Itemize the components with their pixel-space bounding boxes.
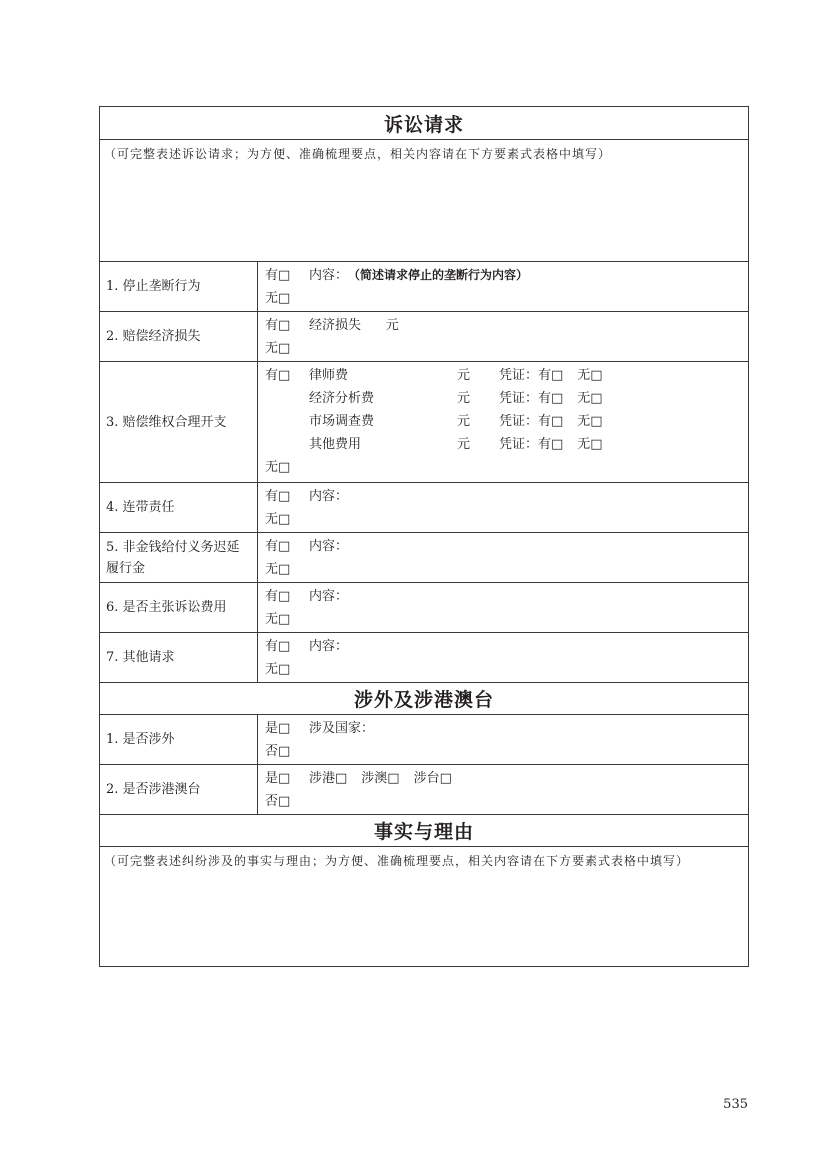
claim-row-delay-fee xyxy=(100,532,748,582)
country-field[interactable]: 涉及国家： xyxy=(309,721,375,736)
section-title-claims: 诉讼请求 xyxy=(383,113,464,136)
yes-checkbox[interactable]: 有□ xyxy=(265,489,291,504)
claim-label: 4. 连带责任 xyxy=(100,483,258,532)
fou-checkbox[interactable]: 否□ xyxy=(265,744,291,759)
shi-checkbox[interactable]: 是□ xyxy=(265,721,291,736)
voucher-yes-checkbox[interactable]: 凭证：有□ xyxy=(499,368,564,383)
voucher-no-checkbox[interactable]: 无□ xyxy=(577,368,603,383)
claim-label: 7. 其他请求 xyxy=(100,633,258,682)
no-checkbox[interactable]: 无□ xyxy=(265,662,291,677)
section-title-facts: 事实与理由 xyxy=(373,821,474,843)
claim-content xyxy=(258,362,748,482)
content-label: 内容： xyxy=(309,589,349,604)
claim-row-economic-loss xyxy=(100,311,748,361)
claims-free-text-area[interactable] xyxy=(100,139,748,261)
yes-checkbox[interactable]: 有□ xyxy=(265,589,291,604)
claim-content xyxy=(258,583,748,632)
claim-content xyxy=(258,633,748,682)
section-header-facts xyxy=(100,814,748,846)
claim-row-stop-monopoly xyxy=(100,261,748,311)
yes-checkbox[interactable]: 有□ xyxy=(265,539,291,554)
voucher-yes-checkbox[interactable]: 凭证：有□ xyxy=(499,437,564,452)
claim-hint: （简述请求停止的垄断行为内容） xyxy=(348,268,529,282)
claim-label: 3. 赔偿维权合理开支 xyxy=(100,362,258,482)
claim-row-other xyxy=(100,632,748,682)
shi-checkbox[interactable]: 是□ xyxy=(265,771,291,786)
expense-unit: 元 xyxy=(457,437,471,452)
yes-checkbox[interactable]: 有□ xyxy=(265,268,291,283)
no-checkbox[interactable]: 无□ xyxy=(265,341,291,356)
section-header-foreign xyxy=(100,682,748,714)
no-checkbox[interactable]: 无□ xyxy=(265,291,291,306)
content-label: 内容： xyxy=(309,539,349,554)
claim-content xyxy=(258,312,748,361)
claim-label: 5. 非金钱给付义务迟延履行金 xyxy=(100,533,258,582)
claim-label: 1. 停止垄断行为 xyxy=(100,262,258,311)
foreign-label: 2. 是否涉港澳台 xyxy=(100,765,258,814)
claim-row-expenses xyxy=(100,361,748,482)
expense-unit: 元 xyxy=(457,414,471,429)
foreign-label: 1. 是否涉外 xyxy=(100,715,258,764)
facts-free-text-area[interactable] xyxy=(100,846,748,966)
voucher-no-checkbox[interactable]: 无□ xyxy=(577,391,603,406)
fou-checkbox[interactable]: 否□ xyxy=(265,794,291,809)
facts-note: （可完整表述纠纷涉及的事实与理由；为方便、准确梳理要点，相关内容请在下方要素式表格中填写） xyxy=(104,854,690,868)
voucher-yes-checkbox[interactable]: 凭证：有□ xyxy=(499,391,564,406)
expense-name: 经济分析费 xyxy=(309,391,375,406)
complaint-form xyxy=(99,106,749,967)
content-label: 内容： xyxy=(309,639,349,654)
yes-checkbox[interactable]: 有□ xyxy=(265,639,291,654)
claim-row-litigation-costs xyxy=(100,582,748,632)
foreign-row-hk-mo-tw xyxy=(100,764,748,814)
voucher-yes-checkbox[interactable]: 凭证：有□ xyxy=(499,414,564,429)
page-number: 535 xyxy=(723,1097,748,1112)
foreign-content xyxy=(258,715,748,764)
economic-loss-field[interactable]: 经济损失 元 xyxy=(309,318,399,333)
section-title-foreign: 涉外及涉港澳台 xyxy=(353,689,494,711)
content-label: 内容： xyxy=(309,268,349,283)
tw-checkbox[interactable]: 涉台□ xyxy=(413,771,452,786)
mo-checkbox[interactable]: 涉澳□ xyxy=(361,771,400,786)
yes-checkbox[interactable]: 有□ xyxy=(265,368,291,383)
expense-name: 律师费 xyxy=(309,368,349,383)
yes-checkbox[interactable]: 有□ xyxy=(265,318,291,333)
foreign-content xyxy=(258,765,748,814)
claim-label: 6. 是否主张诉讼费用 xyxy=(100,583,258,632)
expense-unit: 元 xyxy=(457,391,471,406)
voucher-no-checkbox[interactable]: 无□ xyxy=(577,414,603,429)
claim-content xyxy=(258,262,748,311)
claim-content xyxy=(258,483,748,532)
expense-name: 市场调查费 xyxy=(309,414,375,429)
content-label: 内容： xyxy=(309,489,349,504)
no-checkbox[interactable]: 无□ xyxy=(265,512,291,527)
no-checkbox[interactable]: 无□ xyxy=(265,612,291,627)
hk-checkbox[interactable]: 涉港□ xyxy=(309,771,348,786)
claim-row-joint-liability xyxy=(100,482,748,532)
no-checkbox[interactable]: 无□ xyxy=(265,460,291,475)
no-checkbox[interactable]: 无□ xyxy=(265,562,291,577)
section-header-claims xyxy=(100,107,748,139)
expense-unit: 元 xyxy=(457,368,471,383)
claim-label: 2. 赔偿经济损失 xyxy=(100,312,258,361)
expense-name: 其他费用 xyxy=(309,437,362,452)
claim-content xyxy=(258,533,748,582)
claims-note: （可完整表述诉讼请求；为方便、准确梳理要点，相关内容请在下方要素式表格中填写） xyxy=(104,147,612,161)
voucher-no-checkbox[interactable]: 无□ xyxy=(577,437,603,452)
foreign-row-foreign xyxy=(100,714,748,764)
